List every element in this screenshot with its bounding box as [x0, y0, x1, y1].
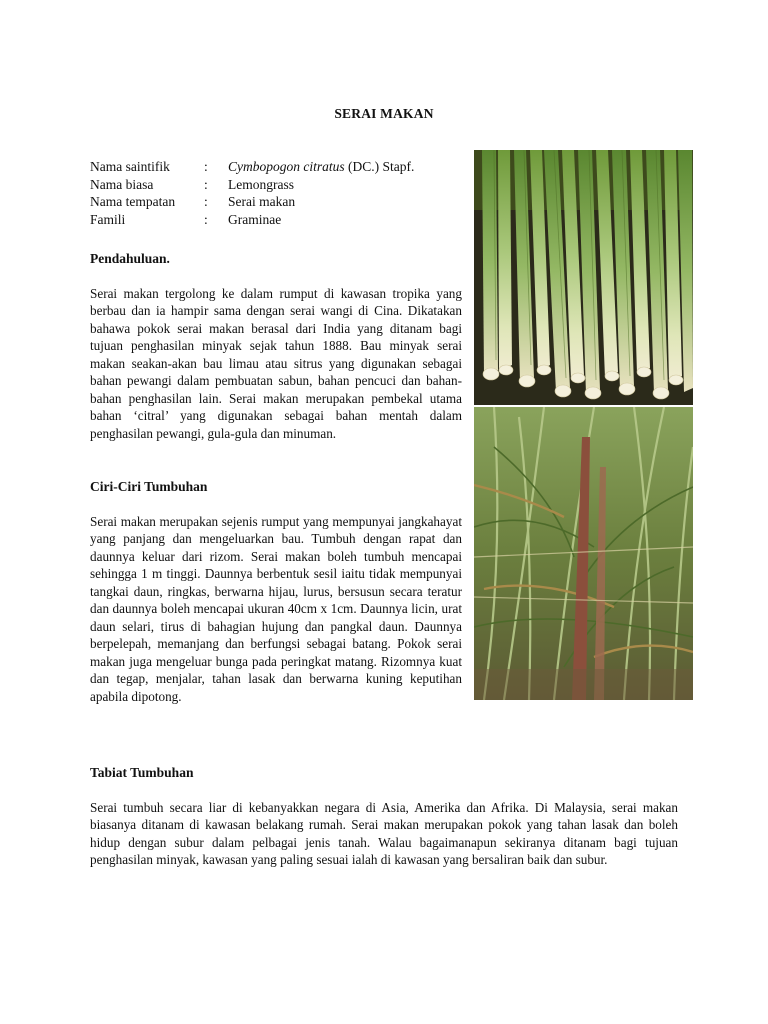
- section-heading-pendahuluan: Pendahuluan.: [90, 251, 170, 266]
- info-value: Serai makan: [228, 194, 296, 209]
- info-table-row: [90, 211, 462, 229]
- paragraph-ciri-ciri: Serai makan merupakan sejenis rumput yang mempunyai jangkahayat yang panjang dan mengeluarkan bau. Tumbuh dengan rapat dan daunnya keluar dari rizom. Serai makan boleh tumbuh mencapai sehingga 1 m tinggi. Daunnya berbentuk sesil iaitu tidak mempunyai tangkai daun, ringkas, berwarna hijau, lurus, bersusun secara teratur dan daunnya boleh mencapai ukuran 40cm x 1cm. Daunnya licin, urat daun selari, tirus di bahagian hujung dan pangkal daun. Daunnya berpelepah, memanjang dan berfungsi sebagai batang. Pokok serai makan juga mengeluar bunga pada peringkat matang. Rizomnya kuat dan tegap, menjalar, tahan lasak dan berwarna kuning keputihan apabila dipotong.: [90, 513, 462, 704]
- info-table-row: [90, 158, 462, 176]
- section-heading-tabiat: Tabiat Tumbuhan: [90, 765, 194, 780]
- section-heading-ciri-ciri: Ciri-Ciri Tumbuhan: [90, 479, 208, 494]
- paragraph-tabiat: Serai tumbuh secara liar di kebanyakkan negara di Asia, Amerika dan Afrika. Di Malaysia, serai makan biasanya ditanam di kawasan belakang rumah. Serai makan merupakan pokok yang tahan lasak dan boleh hidup dengan subur dalam pelbagai jenis tanah. Walau bagaimanapun sekiranya ditanam bagi tujuan penghasilan minyak, kawasan yang paling sesuai ialah di kawasan yang bersaliran baik dan subur.: [90, 799, 678, 867]
- full-width-text-column: [90, 764, 678, 869]
- info-value: Lemongrass: [228, 176, 294, 192]
- main-text-column: [90, 158, 462, 705]
- lemongrass-clump-photo: [474, 407, 693, 700]
- info-label: Nama biasa: [90, 176, 154, 192]
- document-title: SERAI MAKAN: [334, 106, 434, 121]
- info-separator: :: [204, 211, 208, 227]
- paragraph-pendahuluan: Serai makan tergolong ke dalam rumput di kawasan tropika yang berbau dan ia hampir sama dengan serai wangi di Cina. Dikatakan bahawa pokok serai makan berasal dari India yang ditanam bagi tujuan penghasilan minyak sejak tahun 1888. Bau minyak serai makan seakan-akan bau limau atau sitrus yang digunakan sebagai bahan pewangi dalam pembuatan sabun, bahan pencuci dan bahan-bahan penghasilan lain. Serai makan merupakan pembekal utama bahan ‘citral’ yang digunakan sebagai bahan mentah dalam penghasilan pewangi, gula-gula dan minuman.: [90, 285, 462, 441]
- info-table-row: [90, 176, 462, 194]
- lemongrass-stalks-photo: [474, 150, 693, 405]
- info-label: Nama saintifik: [90, 159, 170, 174]
- info-table-row: [90, 193, 462, 211]
- scientific-name: Cymbopogon citratus: [228, 159, 345, 174]
- scientific-name-author: (DC.) Stapf.: [344, 159, 415, 174]
- info-separator: :: [204, 176, 208, 192]
- info-label: Famili: [90, 211, 126, 227]
- info-label: Nama tempatan: [90, 194, 176, 209]
- info-value: Graminae: [228, 211, 282, 227]
- info-value: [228, 158, 462, 176]
- info-separator: :: [204, 159, 208, 174]
- info-separator: :: [204, 194, 208, 209]
- info-table: [90, 158, 462, 228]
